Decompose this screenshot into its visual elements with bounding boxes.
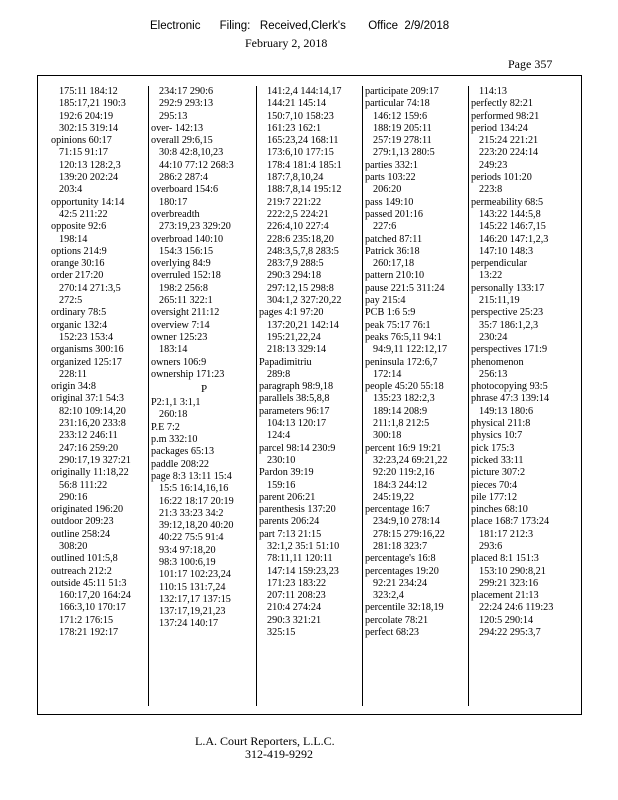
index-entry-continuation: 260:18 <box>159 409 188 421</box>
index-entry-continuation: 265:11 322:1 <box>159 295 213 307</box>
index-entry: photocopying 93:5 <box>471 381 548 393</box>
index-entry-continuation: 42:5 211:22 <box>59 208 108 220</box>
index-entry-continuation: 290:3 294:18 <box>267 270 322 282</box>
index-entry-continuation: 230:10 <box>267 454 296 466</box>
index-entry: parameters 96:17 <box>259 405 330 417</box>
index-entry: order 217:20 <box>51 270 104 282</box>
index-entry-continuation: 141:2,4 144:14,17 <box>267 86 342 97</box>
index-entry: perfectly 82:21 <box>471 98 533 110</box>
index-entry-continuation: 323:2,4 <box>373 590 404 602</box>
index-entry-continuation: 150:7,10 158:23 <box>267 110 334 122</box>
index-column-3 <box>256 86 363 706</box>
index-entry-continuation: 159:16 <box>267 479 296 491</box>
index-entry-continuation: 56:8 111:22 <box>59 479 108 491</box>
index-entry: percolate 78:21 <box>365 614 429 626</box>
index-entry-continuation: 293:6 <box>479 540 503 552</box>
index-entry: overruled 152:18 <box>151 270 221 282</box>
index-entry: periods 101:20 <box>471 172 532 184</box>
index-entry: overlying 84:9 <box>151 258 211 270</box>
index-entry-continuation: 165:23,24 168:11 <box>267 135 339 147</box>
index-entry: outdoor 209:23 <box>51 516 114 528</box>
index-entry: overview 7:14 <box>151 319 210 331</box>
index-entry-continuation: 120:5 290:14 <box>479 614 534 626</box>
index-entry-continuation: 35:7 186:1,2,3 <box>479 319 539 331</box>
index-entry-continuation: 146:20 147:1,2,3 <box>479 233 549 245</box>
index-entry: picked 33:11 <box>471 454 524 466</box>
index-entry-continuation: 144:21 145:14 <box>267 98 327 110</box>
index-entry-continuation: 135:23 182:2,3 <box>373 393 435 405</box>
index-entry-continuation: 160:17,20 164:24 <box>59 590 131 602</box>
index-entry: period 134:24 <box>471 122 528 134</box>
index-entry-continuation: 183:14 <box>159 344 188 356</box>
index-entry: opportunity 14:14 <box>51 196 125 208</box>
index-entry: options 214:9 <box>51 245 107 257</box>
index-entry-continuation: 290:16 <box>59 491 88 503</box>
index-entry-continuation: 187:7,8,10,24 <box>267 172 324 184</box>
index-entry-continuation: 143:22 144:5,8 <box>479 208 541 220</box>
index-entry-continuation: 146:12 159:6 <box>373 110 428 122</box>
index-entry-continuation: 295:13 <box>159 110 188 122</box>
index-entry: physics 10:7 <box>471 430 523 442</box>
word-index-box <box>37 75 582 715</box>
index-entry-continuation: 234:9,10 278:14 <box>373 516 440 528</box>
index-entry-continuation: 270:14 271:3,5 <box>59 282 121 294</box>
index-entry-continuation: 178:4 181:4 185:1 <box>267 159 342 171</box>
index-entry: percent 16:9 19:21 <box>365 442 442 454</box>
footer-company: L.A. Court Reporters, L.L.C. <box>195 734 335 748</box>
index-entry-continuation: 299:21 323:16 <box>479 577 539 589</box>
index-entry: organisms 300:16 <box>51 344 124 356</box>
index-entry: participate 209:17 <box>365 86 439 97</box>
index-column-2 <box>148 86 257 706</box>
index-entry-continuation: 180:17 <box>159 196 188 208</box>
file-date: February 2, 2018 <box>245 36 328 50</box>
index-entry: part 7:13 21:15 <box>259 528 322 540</box>
index-entry: organic 132:4 <box>51 319 108 331</box>
index-entry: place 168:7 173:24 <box>471 516 550 528</box>
index-entry-continuation: 120:13 128:2,3 <box>59 159 121 171</box>
index-entry-continuation: 92:20 119:2,16 <box>373 467 435 479</box>
index-entry-continuation: 145:22 146:7,15 <box>479 221 546 233</box>
index-entry-continuation: 297:12,15 298:8 <box>267 282 334 294</box>
index-entry-continuation: 300:18 <box>373 430 402 442</box>
index-entry-continuation: 94:9,11 122:12,17 <box>373 344 448 356</box>
index-entry-continuation: 161:23 162:1 <box>267 122 322 134</box>
index-entry-continuation: 231:16,20 233:8 <box>59 418 126 430</box>
index-entry-continuation: 92:21 234:24 <box>373 577 428 589</box>
index-entry-continuation: 308:20 <box>59 540 88 552</box>
index-entry: pay 215:4 <box>365 295 406 307</box>
index-column-1 <box>51 86 146 706</box>
index-entry-continuation: 93:4 97:18,20 <box>159 544 216 556</box>
index-column-4 <box>362 86 469 706</box>
index-entry-continuation: 15:5 16:14,16,16 <box>159 483 229 495</box>
index-entry: originated 196:20 <box>51 504 124 516</box>
index-entry-continuation: 181:17 212:3 <box>479 528 534 540</box>
index-entry: pieces 70:4 <box>471 479 518 491</box>
index-entry-continuation: 195:21,22,24 <box>267 331 321 343</box>
index-entry-continuation: 175:11 184:12 <box>59 86 118 97</box>
index-entry-continuation: 249:23 <box>479 159 508 171</box>
page-number: Page 357 <box>508 57 553 71</box>
index-entry: passed 201:16 <box>365 208 424 220</box>
index-entry-continuation: 152:23 153:4 <box>59 331 114 343</box>
index-entry: perfect 68:23 <box>365 627 420 639</box>
index-entry-continuation: 223:8 <box>479 184 503 196</box>
index-section-letter: P <box>200 383 208 396</box>
index-entry-continuation: 325:15 <box>267 627 296 639</box>
index-entry: parties 332:1 <box>365 159 418 171</box>
index-entry: placed 8:1 151:3 <box>471 553 539 565</box>
index-entry-continuation: 290:3 321:21 <box>267 614 322 626</box>
index-entry-continuation: 245:19,22 <box>373 491 415 503</box>
index-entry: placement 21:13 <box>471 590 539 602</box>
index-entry: pattern 210:10 <box>365 270 425 282</box>
index-entry: overall 29:6,15 <box>151 135 213 147</box>
index-entry: Papadimitriu <box>259 356 312 368</box>
index-entry: packages 65:13 <box>151 446 215 458</box>
index-entry: parent 206:21 <box>259 491 316 503</box>
index-entry-continuation: 172:14 <box>373 368 402 380</box>
index-entry-continuation: 206:20 <box>373 184 402 196</box>
index-entry-continuation: 114:13 <box>479 86 507 97</box>
index-entry: over- 142:13 <box>151 122 204 134</box>
index-entry: original 37:1 54:3 <box>51 393 125 405</box>
index-entry: pick 175:3 <box>471 442 515 454</box>
index-entry-continuation: 247:16 259:20 <box>59 442 119 454</box>
index-entry-continuation: 78:11,11 120:11 <box>267 553 333 565</box>
index-entry: patched 87:11 <box>365 233 423 245</box>
index-entry: pages 4:1 97:20 <box>259 307 324 319</box>
index-entry-continuation: 40:22 75:5 91:4 <box>159 532 224 544</box>
index-entry-continuation: 39:12,18,20 40:20 <box>159 520 234 532</box>
index-entry-continuation: 279:1,13 280:5 <box>373 147 435 159</box>
index-entry-continuation: 137:20,21 142:14 <box>267 319 339 331</box>
index-entry-continuation: 137:17,19,21,23 <box>159 606 226 618</box>
index-entry: Patrick 36:18 <box>365 245 420 257</box>
index-entry-continuation: 283:7,9 288:5 <box>267 258 324 270</box>
index-column-5 <box>468 86 583 706</box>
index-entry: phrase 47:3 139:14 <box>471 393 550 405</box>
index-entry-continuation: 13:22 <box>479 270 503 282</box>
index-entry-continuation: 256:13 <box>479 368 508 380</box>
index-entry-continuation: 110:15 131:7,24 <box>159 581 226 593</box>
index-entry-continuation: 228:11 <box>59 368 87 380</box>
index-entry: outline 258:24 <box>51 528 111 540</box>
index-entry: opinions 60:17 <box>51 135 112 147</box>
index-entry: physical 211:8 <box>471 418 531 430</box>
index-entry-continuation: 16:22 18:17 20:19 <box>159 495 234 507</box>
index-entry-continuation: 147:14 159:23,23 <box>267 565 339 577</box>
index-entry: parents 206:24 <box>259 516 320 528</box>
index-entry: outside 45:11 51:3 <box>51 577 127 589</box>
index-entry: people 45:20 55:18 <box>365 381 444 393</box>
index-entry-continuation: 82:10 109:14,20 <box>59 405 126 417</box>
index-entry-continuation: 198:14 <box>59 233 88 245</box>
index-entry: pinches 68:10 <box>471 504 528 516</box>
index-entry-continuation: 132:17,17 137:15 <box>159 593 231 605</box>
index-entry-continuation: 230:24 <box>479 331 508 343</box>
index-entry: ownership 171:23 <box>151 368 225 380</box>
index-entry-continuation: 32:1,2 35:1 51:10 <box>267 540 340 552</box>
index-entry: originally 11:18,22 <box>51 467 129 479</box>
index-entry-continuation: 273:19,23 329:20 <box>159 221 231 233</box>
index-entry-continuation: 257:19 278:11 <box>373 135 432 147</box>
index-entry: origin 34:8 <box>51 381 96 393</box>
index-entry-continuation: 171:23 183:22 <box>267 577 327 589</box>
index-entry-continuation: 44:10 77:12 268:3 <box>159 159 234 171</box>
index-entry: parallels 38:5,8,8 <box>259 393 330 405</box>
index-entry: PCB 1:6 5:9 <box>365 307 416 319</box>
index-entry-continuation: 302:15 319:14 <box>59 122 119 134</box>
index-entry: overboard 154:6 <box>151 184 219 196</box>
index-entry: parcel 98:14 230:9 <box>259 442 336 454</box>
index-entry-continuation: 124:4 <box>267 430 291 442</box>
index-entry: paddle 208:22 <box>151 458 210 470</box>
index-entry: pile 177:12 <box>471 491 518 503</box>
index-entry-continuation: 32:23,24 69:21,22 <box>373 454 448 466</box>
index-entry-continuation: 292:9 293:13 <box>159 98 214 110</box>
index-entry: perspectives 171:9 <box>471 344 548 356</box>
index-entry-continuation: 289:8 <box>267 368 291 380</box>
index-entry: peak 75:17 76:1 <box>365 319 431 331</box>
index-entry: perpendicular <box>471 258 528 270</box>
index-entry-continuation: 218:13 329:14 <box>267 344 327 356</box>
index-entry-continuation: 234:17 290:6 <box>159 86 214 97</box>
index-entry-continuation: 147:10 148:3 <box>479 245 534 257</box>
index-entry: p.m 332:10 <box>151 434 198 446</box>
index-entry-continuation: 139:20 202:24 <box>59 172 119 184</box>
index-entry-continuation: 101:17 102:23,24 <box>159 569 231 581</box>
index-entry: pause 221:5 311:24 <box>365 282 445 294</box>
index-entry-continuation: 223:20 224:14 <box>479 147 539 159</box>
index-entry-continuation: 294:22 295:3,7 <box>479 627 541 639</box>
index-entry-continuation: 198:2 256:8 <box>159 282 208 294</box>
index-entry-continuation: 278:15 279:16,22 <box>373 528 445 540</box>
index-entry: percentages 19:20 <box>365 565 439 577</box>
index-entry: parenthesis 137:20 <box>259 504 336 516</box>
index-entry: phenomenon <box>471 356 524 368</box>
index-entry: opposite 92:6 <box>51 221 107 233</box>
index-entry: P.E 7:2 <box>151 421 180 433</box>
index-entry: P2:1,1 3:1,1 <box>151 397 201 409</box>
index-entry-continuation: 173:6,10 177:15 <box>267 147 334 159</box>
index-entry-continuation: 178:21 192:17 <box>59 627 119 639</box>
index-entry-continuation: 137:24 140:17 <box>159 618 219 630</box>
index-entry: performed 98:21 <box>471 110 540 122</box>
index-entry: picture 307:2 <box>471 467 526 479</box>
index-entry: page 8:3 13:11 15:4 <box>151 470 232 482</box>
index-entry-continuation: 189:14 208:9 <box>373 405 428 417</box>
index-entry-continuation: 153:10 290:8,21 <box>479 565 546 577</box>
index-entry: particular 74:18 <box>365 98 430 110</box>
index-entry-continuation: 71:15 91:17 <box>59 147 108 159</box>
index-entry: outreach 212:2 <box>51 565 112 577</box>
efiling-stamp: Electronic Filing: Received,Clerk's Office 2/9/2018 <box>150 20 450 32</box>
index-entry-continuation: 154:3 156:15 <box>159 245 214 257</box>
index-entry-continuation: 226:4,10 227:4 <box>267 221 329 233</box>
index-entry: owners 106:9 <box>151 356 207 368</box>
index-entry-continuation: 233:12 246:11 <box>59 430 118 442</box>
index-entry-continuation: 21:3 33:23 34:2 <box>159 507 224 519</box>
index-entry: percentile 32:18,19 <box>365 602 444 614</box>
index-entry: ordinary 78:5 <box>51 307 107 319</box>
index-entry-continuation: 184:3 244:12 <box>373 479 428 491</box>
index-entry-continuation: 222:2,5 224:21 <box>267 208 329 220</box>
index-entry-continuation: 281:18 323:7 <box>373 540 428 552</box>
index-entry-continuation: 290:17,19 327:21 <box>59 454 131 466</box>
index-entry-continuation: 30:8 42:8,10,23 <box>159 147 224 159</box>
index-entry-continuation: 248:3,5,7,8 283:5 <box>267 245 339 257</box>
index-entry-continuation: 215:24 221:21 <box>479 135 539 147</box>
index-entry-continuation: 211:1,8 212:5 <box>373 418 430 430</box>
index-entry-continuation: 188:19 205:11 <box>373 122 432 134</box>
index-entry-continuation: 260:17,18 <box>373 258 415 270</box>
index-entry: personally 133:17 <box>471 282 545 294</box>
index-entry: pass 149:10 <box>365 196 414 208</box>
index-entry-continuation: 207:11 208:23 <box>267 590 326 602</box>
index-entry-continuation: 22:24 24:6 119:23 <box>479 602 554 614</box>
index-entry: parts 103:22 <box>365 172 416 184</box>
footer-phone: 312-419-9292 <box>245 747 313 761</box>
index-entry-continuation: 166:3,10 170:17 <box>59 602 126 614</box>
index-entry: paragraph 98:9,18 <box>259 381 334 393</box>
index-entry: perspective 25:23 <box>471 307 544 319</box>
index-entry: owner 125:23 <box>151 331 208 343</box>
index-entry: percentage's 16:8 <box>365 553 436 565</box>
index-entry: oversight 211:12 <box>151 307 220 319</box>
index-entry-continuation: 215:11,19 <box>479 295 520 307</box>
index-entry: organized 125:17 <box>51 356 122 368</box>
index-entry-continuation: 171:2 176:15 <box>59 614 114 626</box>
index-entry: peaks 76:5,11 94:1 <box>365 331 442 343</box>
index-entry: peninsula 172:6,7 <box>365 356 438 368</box>
index-entry-continuation: 210:4 274:24 <box>267 602 322 614</box>
index-entry: Pardon 39:19 <box>259 467 314 479</box>
index-entry: overbroad 140:10 <box>151 233 224 245</box>
index-entry-continuation: 98:3 100:6,19 <box>159 556 216 568</box>
index-entry-continuation: 286:2 287:4 <box>159 172 208 184</box>
index-entry: percentage 16:7 <box>365 504 430 516</box>
index-entry-continuation: 192:6 204:19 <box>59 110 114 122</box>
index-entry-continuation: 219:7 221:22 <box>267 196 322 208</box>
index-entry-continuation: 188:7,8,14 195:12 <box>267 184 342 196</box>
index-entry-continuation: 227:6 <box>373 221 397 233</box>
index-entry-continuation: 228:6 235:18,20 <box>267 233 334 245</box>
index-entry: overbreadth <box>151 208 200 220</box>
index-entry-continuation: 203:4 <box>59 184 83 196</box>
index-entry: outlined 101:5,8 <box>51 553 118 565</box>
index-entry-continuation: 272:5 <box>59 295 83 307</box>
index-entry-continuation: 185:17,21 190:3 <box>59 98 126 110</box>
index-entry: orange 30:16 <box>51 258 105 270</box>
index-entry-continuation: 149:13 180:6 <box>479 405 534 417</box>
index-entry: permeability 68:5 <box>471 196 544 208</box>
index-entry-continuation: 304:1,2 327:20,22 <box>267 295 342 307</box>
index-entry-continuation: 104:13 120:17 <box>267 418 327 430</box>
